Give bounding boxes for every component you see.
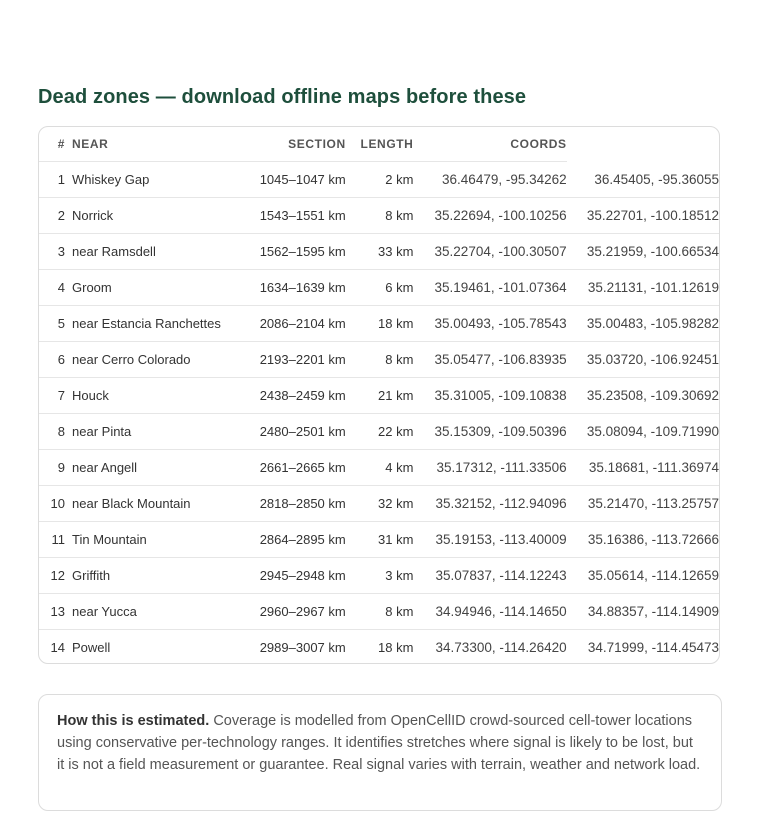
row-length: 3 km: [346, 558, 414, 594]
row-start-coords: 35.05477, -106.83935: [413, 342, 566, 378]
row-end-coords: 35.21131, -101.12619: [567, 270, 719, 306]
table-header-row: [39, 127, 719, 162]
table-row: [39, 558, 719, 594]
row-number: 3: [39, 234, 72, 270]
row-end-coords: 35.05614, -114.12659: [567, 558, 719, 594]
row-start-coords: 35.22694, -100.10256: [413, 198, 566, 234]
column-header-length: LENGTH: [346, 127, 414, 162]
row-length: 8 km: [346, 594, 414, 630]
row-section: 2438–2459 km: [245, 378, 346, 414]
row-near: Tin Mountain: [72, 522, 245, 558]
row-start-coords: 35.22704, -100.30507: [413, 234, 566, 270]
row-start-coords: 35.31005, -109.10838: [413, 378, 566, 414]
row-section: 1543–1551 km: [245, 198, 346, 234]
row-length: 8 km: [346, 198, 414, 234]
table-row: [39, 234, 719, 270]
column-header-empty: [567, 127, 719, 162]
row-section: 1634–1639 km: [245, 270, 346, 306]
row-section: 2661–2665 km: [245, 450, 346, 486]
row-end-coords: 35.22701, -100.18512: [567, 198, 719, 234]
table-row: [39, 306, 719, 342]
table-row: [39, 270, 719, 306]
row-section: 2193–2201 km: [245, 342, 346, 378]
row-length: 31 km: [346, 522, 414, 558]
row-near: near Black Mountain: [72, 486, 245, 522]
row-section: 2864–2895 km: [245, 522, 346, 558]
row-near: Houck: [72, 378, 245, 414]
row-end-coords: 35.23508, -109.30692: [567, 378, 719, 414]
row-number: 11: [39, 522, 72, 558]
page-title: Dead zones — download offline maps before these: [38, 86, 527, 108]
row-length: 21 km: [346, 378, 414, 414]
table-row: [39, 522, 719, 558]
row-number: 14: [50, 640, 66, 655]
row-section: 2818–2850 km: [245, 486, 346, 522]
row-start-coords: 35.00493, -105.78543: [413, 306, 566, 342]
table-row: [39, 342, 719, 378]
row-start-coords: 35.19153, -113.40009: [413, 522, 566, 558]
row-section: 2086–2104 km: [245, 306, 346, 342]
row-end-coords: 35.08094, -109.71990: [567, 414, 719, 450]
row-section: 2960–2967 km: [245, 594, 346, 630]
column-header-near: NEAR: [72, 127, 245, 162]
row-length: 32 km: [346, 486, 414, 522]
estimation-note: [38, 694, 722, 811]
row-number: 4: [39, 270, 72, 306]
row-number: 2: [39, 198, 72, 234]
row-length: 4 km: [346, 450, 414, 486]
row-number: 6: [39, 342, 72, 378]
row-near: near Ramsdell: [72, 234, 245, 270]
row-end-coords: 35.21470, -113.25757: [567, 486, 719, 522]
dead-zones-table-card: [38, 126, 720, 664]
row-number: 13: [39, 594, 72, 630]
dead-zones-table: [39, 127, 719, 664]
row-length: 18 km: [346, 306, 414, 342]
row-end-coords: 35.00483, -105.98282: [567, 306, 719, 342]
table-row: [39, 162, 719, 198]
row-end-coords: 36.45405, -95.36055: [567, 162, 719, 198]
row-length: 33 km: [346, 234, 414, 270]
row-end-coords: 34.88357, -114.14909: [567, 594, 719, 630]
row-end-coords: 34.71999, -114.45473: [587, 640, 719, 655]
table-body: [39, 162, 719, 665]
row-length: 18 km: [378, 640, 414, 655]
row-section: 2989–3007 km: [259, 640, 346, 655]
table-row: [39, 450, 719, 486]
row-number: 7: [39, 378, 72, 414]
row-near: Groom: [72, 270, 245, 306]
row-end-coords: 35.18681, -111.36974: [567, 450, 719, 486]
table-row: [39, 594, 719, 630]
table-row: [39, 378, 719, 414]
row-section: 2945–2948 km: [245, 558, 346, 594]
row-number: 1: [39, 162, 72, 198]
row-end-coords: 35.16386, -113.72666: [567, 522, 719, 558]
row-start-coords: 35.15309, -109.50396: [413, 414, 566, 450]
row-near: near Estancia Ranchettes: [72, 306, 245, 342]
row-length: 2 km: [346, 162, 414, 198]
row-number: 5: [39, 306, 72, 342]
row-number: 10: [39, 486, 72, 522]
row-length: 6 km: [346, 270, 414, 306]
table-row: [39, 486, 719, 522]
table-row: [39, 414, 719, 450]
row-start-coords: 36.46479, -95.34262: [413, 162, 566, 198]
row-start-coords: 35.07837, -114.12243: [413, 558, 566, 594]
column-header-section: SECTION: [245, 127, 346, 162]
row-section: 1045–1047 km: [245, 162, 346, 198]
row-section: 2480–2501 km: [245, 414, 346, 450]
row-number: 12: [39, 558, 72, 594]
row-end-coords: 35.03720, -106.92451: [567, 342, 719, 378]
row-end-coords: 35.21959, -100.66534: [567, 234, 719, 270]
row-start-coords: 35.19461, -101.07364: [413, 270, 566, 306]
row-near: Norrick: [72, 198, 245, 234]
table-row: [39, 198, 719, 234]
row-number: 8: [39, 414, 72, 450]
note-body: Coverage is modelled from OpenCellID crowd-sourced cell-tower locations using conservative per-technology ranges. It identifies stretches where signal is likely to be lost, but it is not a field measurement or guarantee. Real signal varies with terrain, weather and network load.: [57, 713, 701, 773]
column-header-number: #: [39, 127, 72, 162]
row-near: near Pinta: [72, 414, 245, 450]
note-title: How this is estimated.: [57, 713, 210, 729]
table-row: [39, 630, 719, 665]
row-length: 22 km: [346, 414, 414, 450]
row-start-coords: 35.17312, -111.33506: [413, 450, 566, 486]
row-section: 1562–1595 km: [245, 234, 346, 270]
column-header-coords: COORDS: [413, 127, 566, 162]
row-near: near Angell: [72, 450, 245, 486]
row-start-coords: 35.32152, -112.94096: [413, 486, 566, 522]
row-start-coords: 34.73300, -114.26420: [435, 640, 567, 655]
row-near: Griffith: [72, 558, 245, 594]
row-length: 8 km: [346, 342, 414, 378]
row-near: Whiskey Gap: [72, 162, 245, 198]
row-near: near Yucca: [72, 594, 245, 630]
row-near: near Cerro Colorado: [72, 342, 245, 378]
row-near: Powell: [72, 640, 111, 655]
row-start-coords: 34.94946, -114.14650: [413, 594, 566, 630]
row-number: 9: [39, 450, 72, 486]
